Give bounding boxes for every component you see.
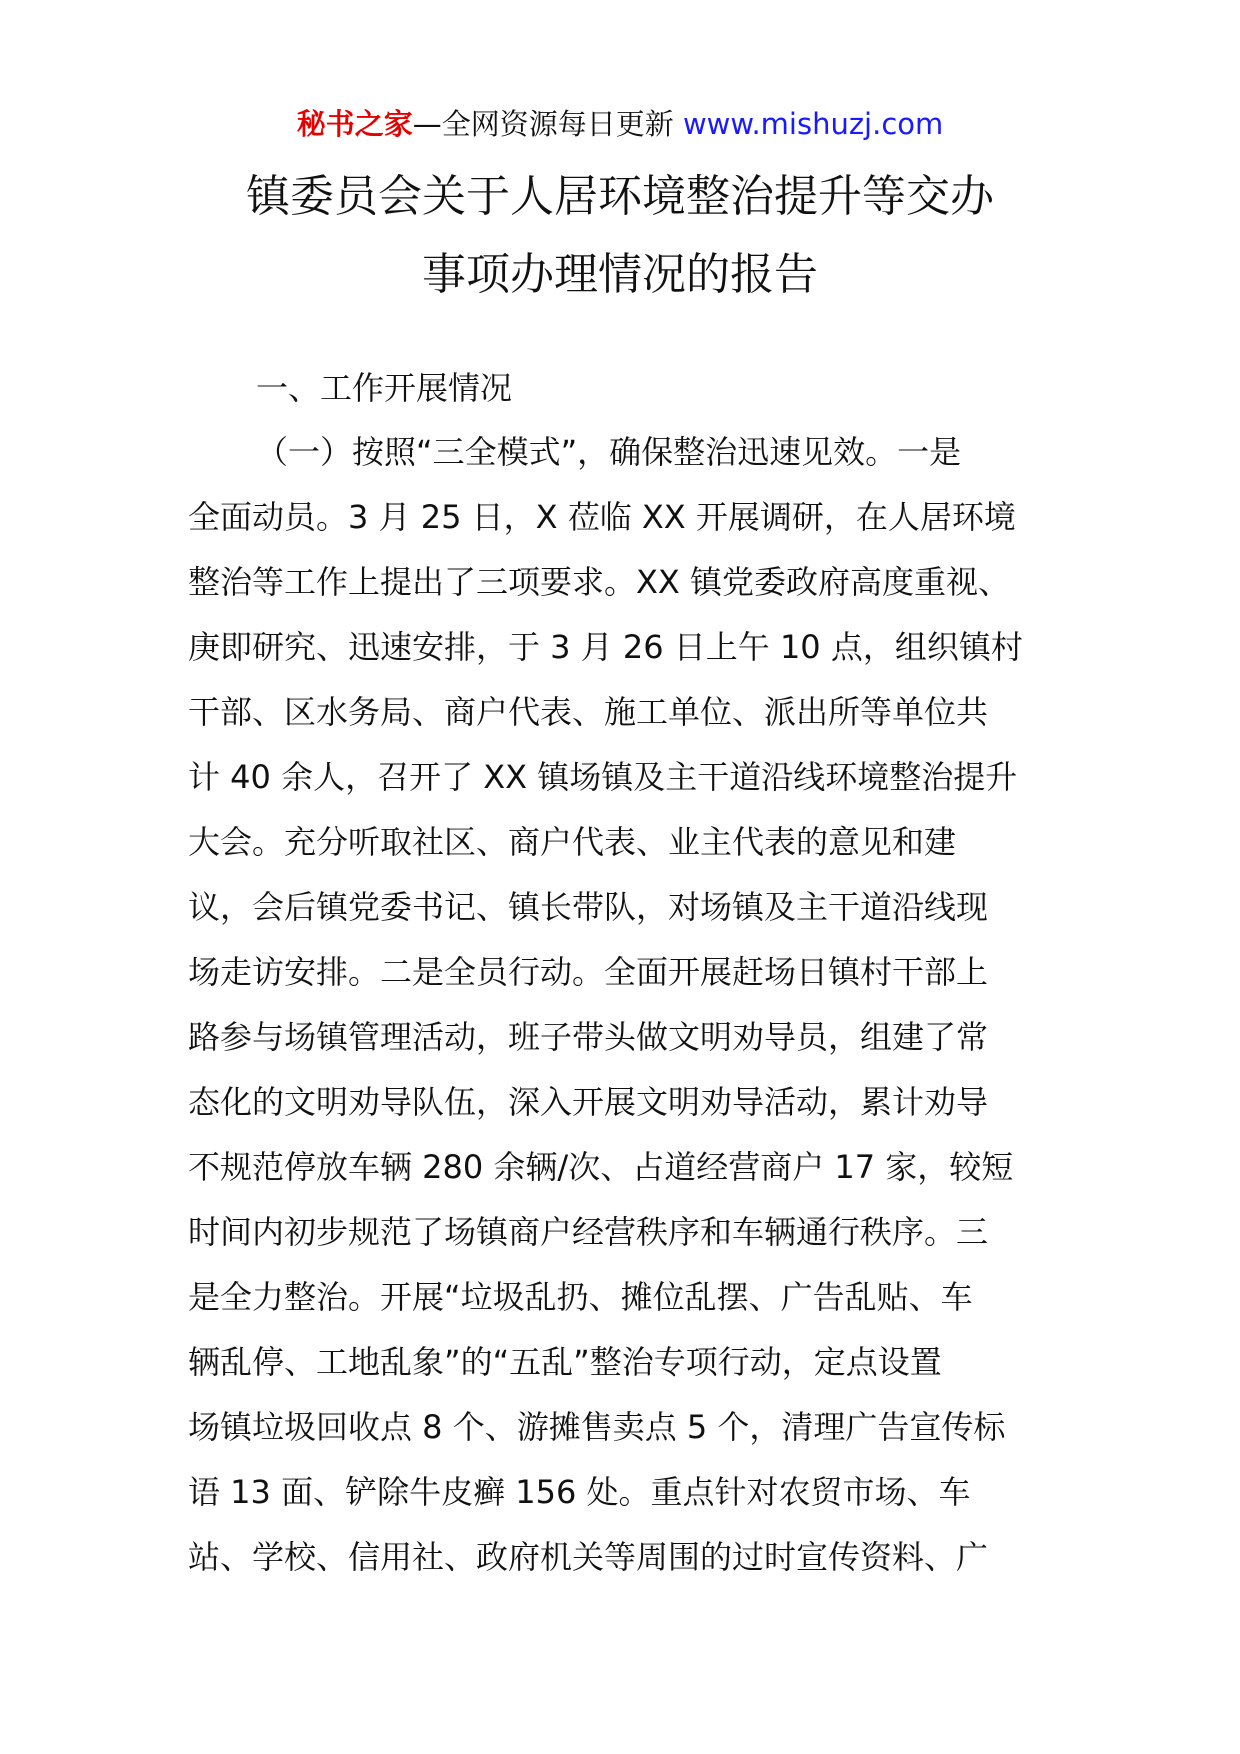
paragraph: [188, 420, 1058, 1590]
site-brand: 秘书之家: [296, 107, 413, 141]
paragraph-line: 语 13 面、铲除牛皮癣 156 处。重点针对农贸市场、车: [188, 1473, 971, 1511]
paragraph-line: 议，会后镇党委书记、镇长带队，对场镇及主干道沿线现: [188, 888, 989, 926]
paragraph-line: 场镇垃圾回收点 8 个、游摊售卖点 5 个，清理广告宣传标: [188, 1408, 1006, 1446]
paragraph-line: 场走访安排。二是全员行动。全面开展赶场日镇村干部上: [188, 953, 989, 991]
paragraph-line: 路参与场镇管理活动，班子带头做文明劝导员，组建了常: [188, 1018, 989, 1056]
paragraph-line: 大会。充分听取社区、商户代表、业主代表的意见和建: [188, 823, 957, 861]
title-line: 镇委员会关于人居环境整治提升等交办: [246, 171, 994, 222]
paragraph-line: （一）按照“三全模式”，确保整治迅速见效。一是: [256, 433, 962, 471]
site-header: [0, 100, 1240, 148]
title-line: 事项办理情况的报告: [422, 249, 818, 300]
paragraph-line: 庚即研究、迅速安排，于 3 月 26 日上午 10 点，组织镇村: [188, 628, 1023, 666]
paragraph-line: 是全力整治。开展“垃圾乱扔、摊位乱摆、广告乱贴、车: [188, 1278, 973, 1316]
paragraph-line: 不规范停放车辆 280 余辆/次、占道经营商户 17 家，较短: [188, 1148, 1014, 1186]
paragraph-line: 态化的文明劝导队伍，深入开展文明劝导活动，累计劝导: [188, 1083, 989, 1121]
document-title: [0, 158, 1240, 314]
section-heading: 一、工作开展情况: [256, 369, 513, 407]
paragraph-line: 整治等工作上提出了三项要求。XX 镇党委政府高度重视、: [188, 563, 1011, 601]
paragraph-line: 干部、区水务局、商户代表、施工单位、派出所等单位共: [188, 693, 989, 731]
paragraph-line: 辆乱停、工地乱象”的“五乱”整治专项行动，定点设置: [188, 1343, 942, 1381]
paragraph-line: 全面动员。3 月 25 日，X 莅临 XX 开展调研，在人居环境: [188, 498, 1016, 536]
paragraph-line: 时间内初步规范了场镇商户经营秩序和车辆通行秩序。三: [188, 1213, 989, 1251]
paragraph-line: 站、学校、信用社、政府机关等周围的过时宣传资料、广: [188, 1538, 989, 1576]
paragraph-line: 计 40 余人，召开了 XX 镇场镇及主干道沿线环境整治提升: [188, 758, 1018, 796]
site-tagline: —全网资源每日更新: [412, 107, 683, 141]
document-body: [188, 356, 1058, 1590]
site-url-link[interactable]: www.mishuzj.com: [682, 107, 944, 141]
